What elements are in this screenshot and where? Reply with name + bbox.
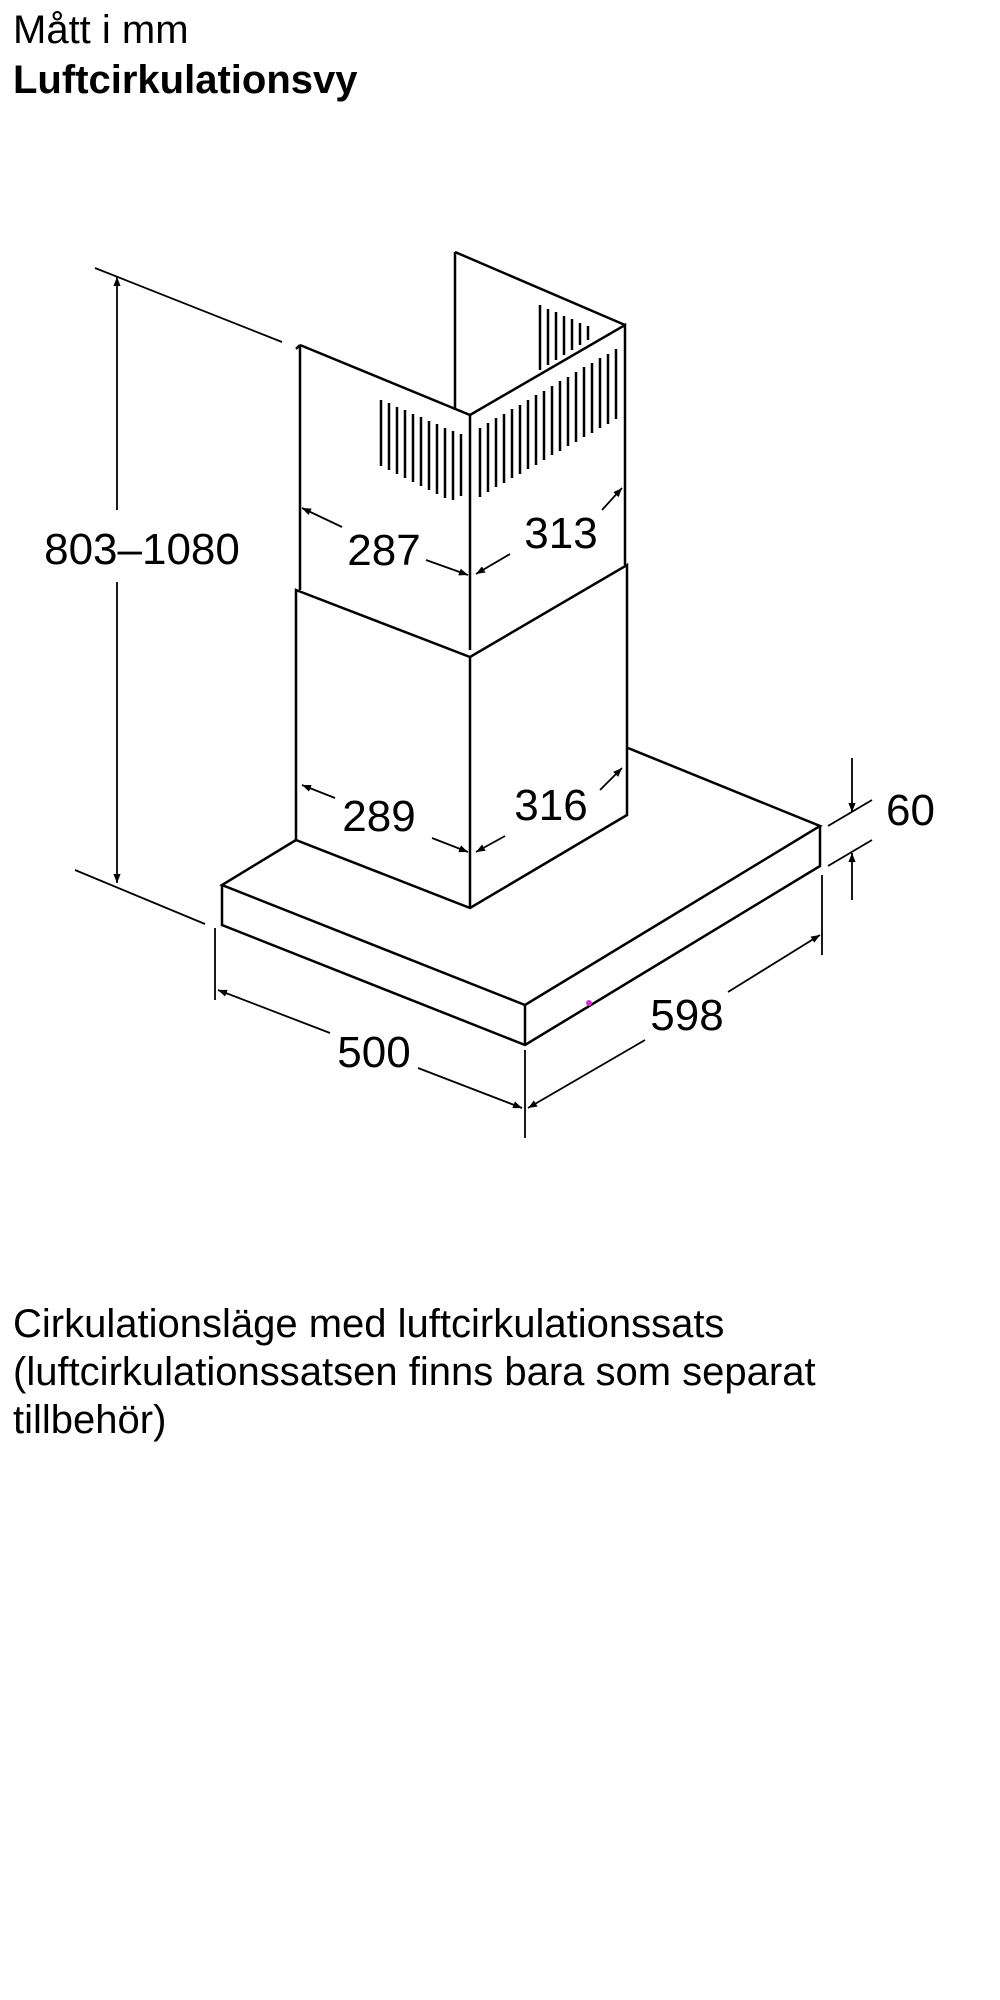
caption-line-1: Cirkulationsläge med luftcirkulationssats	[13, 1302, 725, 1346]
canopy-width-label: 598	[650, 991, 724, 1040]
caption	[13, 1300, 988, 1444]
height-dimension	[75, 268, 282, 924]
upper-depth-label: 287	[347, 526, 421, 575]
lower-chimney	[296, 565, 627, 908]
caption-line-2: (luftcirkulationssatsen finns bara som separat	[13, 1350, 816, 1394]
view-title: Luftcirkulationsvy	[13, 58, 358, 102]
canopy-thickness-label: 60	[886, 786, 935, 835]
canopy-depth-label: 500	[337, 1028, 411, 1077]
lower-depth-label: 289	[342, 792, 416, 841]
ventilation-slots	[381, 305, 616, 500]
height-label: 803–1080	[44, 525, 240, 574]
upper-width-label: 313	[524, 509, 598, 558]
lower-width-label: 316	[514, 781, 588, 830]
caption-line-3: tillbehör)	[13, 1398, 167, 1442]
canopy-thickness-dimension	[828, 758, 872, 900]
indicator-dot	[586, 1000, 592, 1006]
units-note: Mått i mm	[13, 8, 189, 52]
